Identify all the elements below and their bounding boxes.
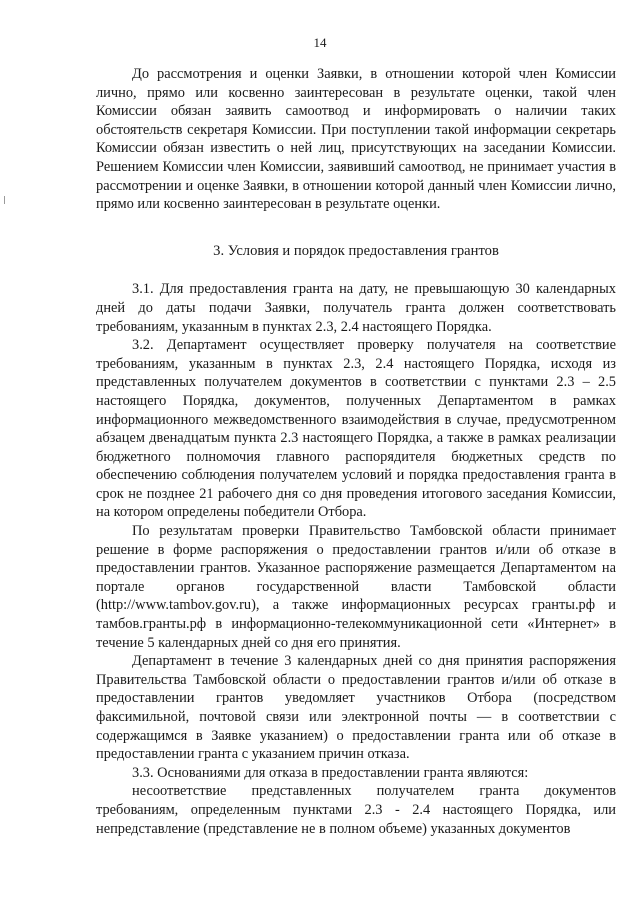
- section-heading: 3. Условия и порядок предоставления грантов: [213, 242, 499, 259]
- paragraph-refusal-grounds: несоответствие представленных получателем гранта документов требованиям, определенным пунктами 2.3 - 2.4 настоящего Порядка, или непредставление (представление не в полном объеме) указанных документов: [96, 783, 616, 837]
- scan-margin-mark: [4, 196, 5, 204]
- paragraph-3-1: 3.1. Для предоставления гранта на дату, не превышающую 30 календарных дней до даты подачи Заявки, получатель гранта должен соответствовать требованиям, указанным в пунктах 2.3, 2.4 настоящего Порядка.: [96, 281, 616, 335]
- document-body: [96, 65, 616, 838]
- paragraph-3-3: 3.3. Основаниями для отказа в предоставлении гранта являются:: [132, 764, 529, 781]
- page-number: 14: [313, 35, 327, 50]
- paragraph-3-2: 3.2. Департамент осуществляет проверку получателя на соответствие требованиям, указанным в пунктах 2.3, 2.4 настоящего Порядка, исходя из представленных получателем документов в соответствии с пунктами 2.3 – 2.5 настоящего Порядка, документов, полученных Департаментом в рамках информационного межведомственного взаимодействия в случае, предусмотренном абзацем двенадцатым пункта 2.3 настоящего Порядка, а также в рамках реализации бюджетного полномочия главного распорядителя бюджетных средств по обеспечению соблюдения получателем условий и порядка предоставления гранта в срок не позднее 21 рабочего дня со дня проведения итогового заседания Комиссии, на котором определены победители Отбора.: [96, 337, 616, 521]
- paragraph-inspection-results: По результатам проверки Правительство Тамбовской области принимает решение в форме распоряжения о предоставлении грантов и/или об отказе в предоставлении грантов. Указанное распоряжение размещается Департаментом на портале органов государственной власти Тамбовской области (http://www.tambov.gov.ru), а также информационных ресурсах гранты.рф и тамбов.гранты.рф в информационно-телекоммуникационной сети «Интернет» в течение 5 календарных дней со дня его принятия.: [96, 523, 616, 651]
- paragraph-self-recusal: До рассмотрения и оценки Заявки, в отношении которой член Комиссии лично, прямо или косвенно заинтересован в результате оценки, такой член Комиссии обязан заявить самоотвод и информировать о наличии таких обстоятельств секретаря Комиссии. При поступлении такой информации секретарь Комиссии обязан известить о ней лиц, присутствующих на заседании Комиссии. Решением Комиссии член Комиссии, заявивший самоотвод, не принимает участия в рассмотрении и оценке Заявки, в отношении которой данный член Комиссии лично, прямо или косвенно заинтересован в результате оценки.: [96, 66, 616, 213]
- paragraph-notification: Департамент в течение 3 календарных дней со дня принятия распоряжения Правительства Тамбовской области о предоставлении грантов и/или об отказе в предоставлении грантов уведомляет участников Отбора (посредством факсимильной, почтовой связи или электронной почты — в соответствии с содержащимся в Заявке указанием) о предоставлении гранта или об отказе в предоставлении гранта с указанием причин отказа.: [96, 653, 616, 763]
